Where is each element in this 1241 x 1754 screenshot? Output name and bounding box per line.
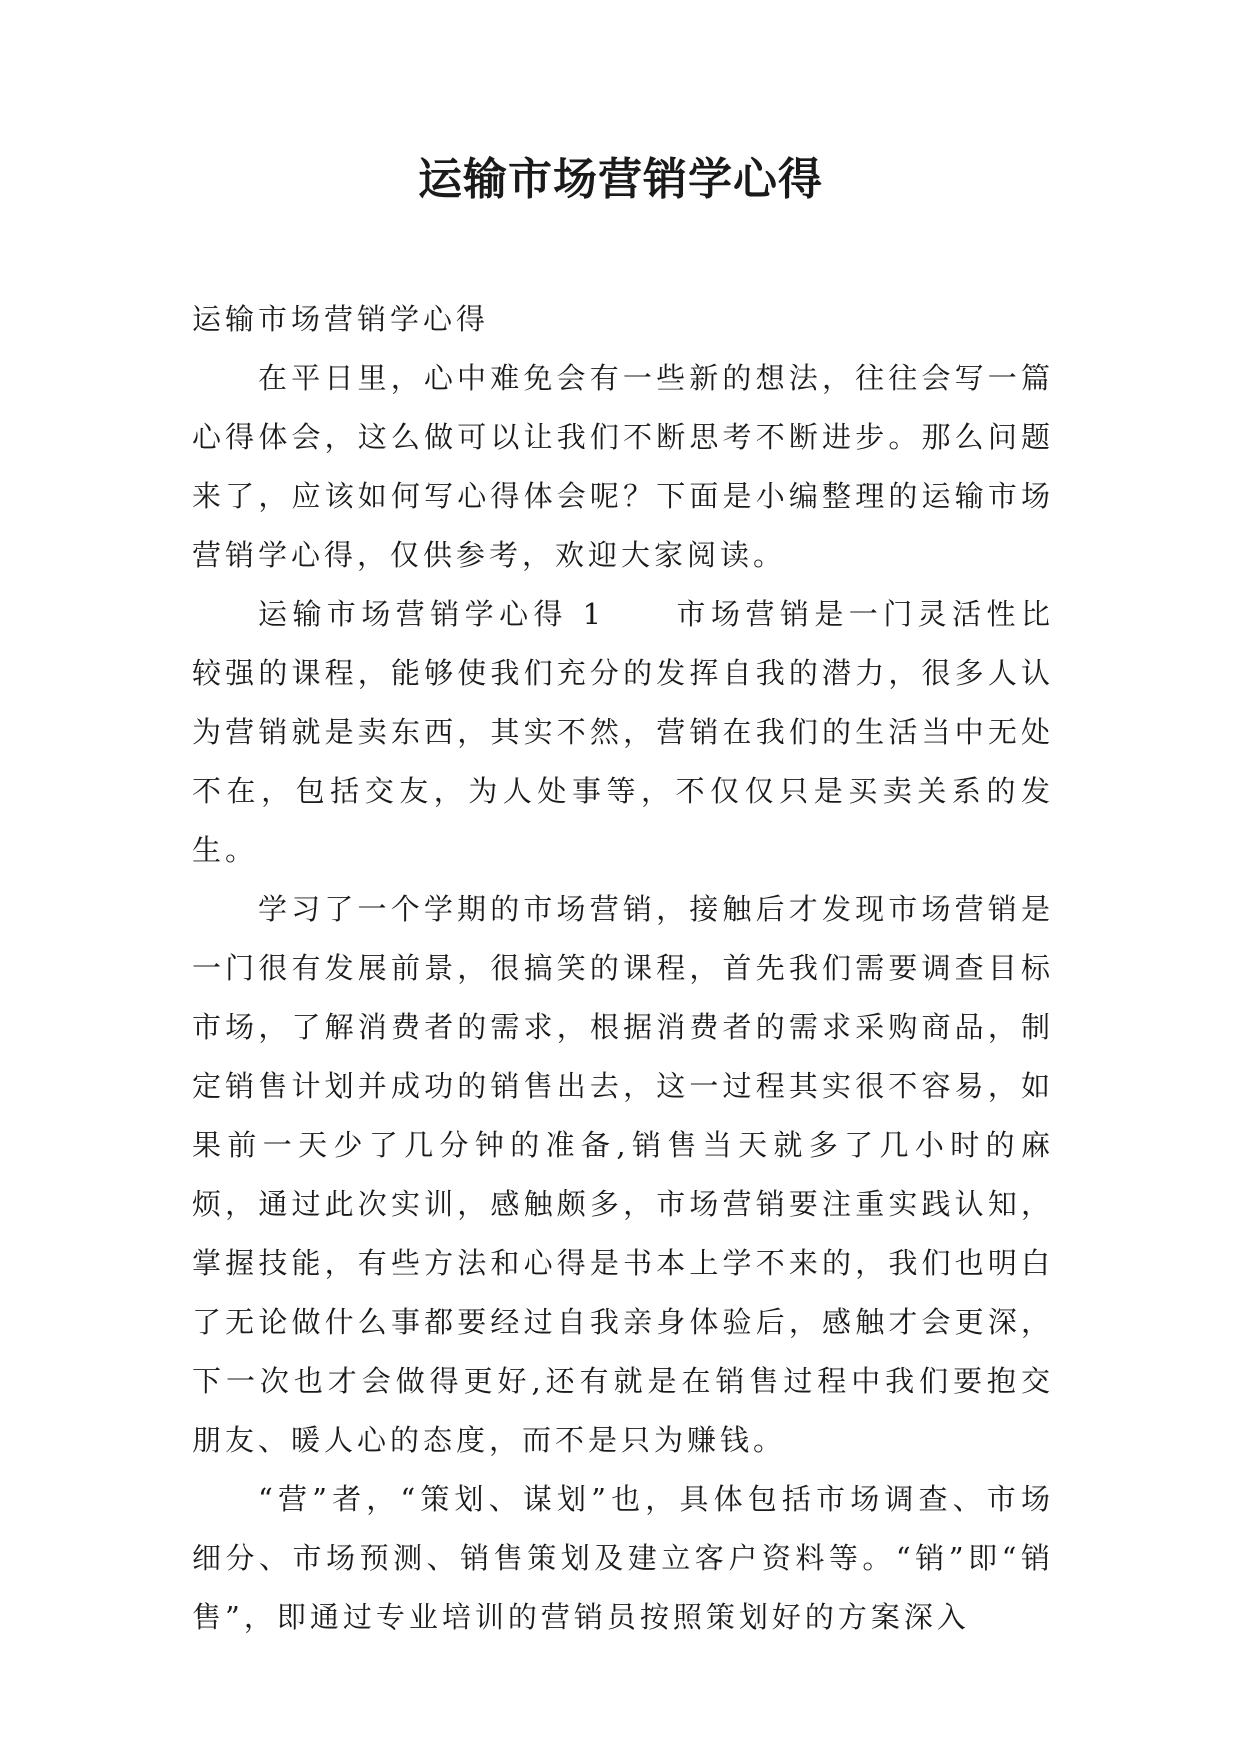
document-body xyxy=(192,290,1054,1647)
intro-paragraph: 在平日里，心中难免会有一些新的想法，往往会写一篇心得体会，这么做可以让我们不断思考不断进步。那么问题来了，应该如何写心得体会呢？下面是小编整理的运输市场营销学心得，仅供参考，欢迎大家阅读。 xyxy=(192,361,1054,572)
section-1-intro: 市场营销是一门灵活性比较强的课程，能够使我们充分的发挥自我的潜力，很多人认为营销就是卖东西，其实不然，营销在我们的生活当中无处不在，包括交友，为人处事等，不仅仅只是买卖关系的发生。 xyxy=(192,597,1054,867)
section-1-heading: 运输市场营销学心得 1 xyxy=(258,597,606,631)
study-paragraph: 学习了一个学期的市场营销，接触后才发现市场营销是一门很有发展前景，很搞笑的课程，首先我们需要调查目标市场，了解消费者的需求，根据消费者的需求采购商品，制定销售计划并成功的销售出去，这一过程其实很不容易，如果前一天少了几分钟的准备,销售当天就多了几小时的麻烦，通过此次实训，感触颇多，市场营销要注重实践认知，掌握技能，有些方法和心得是书本上学不来的，我们也明白了无论做什么事都要经过自我亲身体验后，感触才会更深，下一次也才会做得更好,还有就是在销售过程中我们要抱交朋友、暖人心的态度，而不是只为赚钱。 xyxy=(192,892,1054,1457)
definition-paragraph: “营”者，“策划、谋划”也，具体包括市场调查、市场细分、市场预测、销售策划及建立客户资料等。“销”即“销售”，即通过专业培训的营销员按照策划好的方案深入 xyxy=(192,1482,1054,1634)
section-1-paragraph xyxy=(192,585,1054,880)
document-title: 运输市场营销学心得 xyxy=(418,154,823,205)
document-subtitle: 运输市场营销学心得 xyxy=(192,302,490,336)
